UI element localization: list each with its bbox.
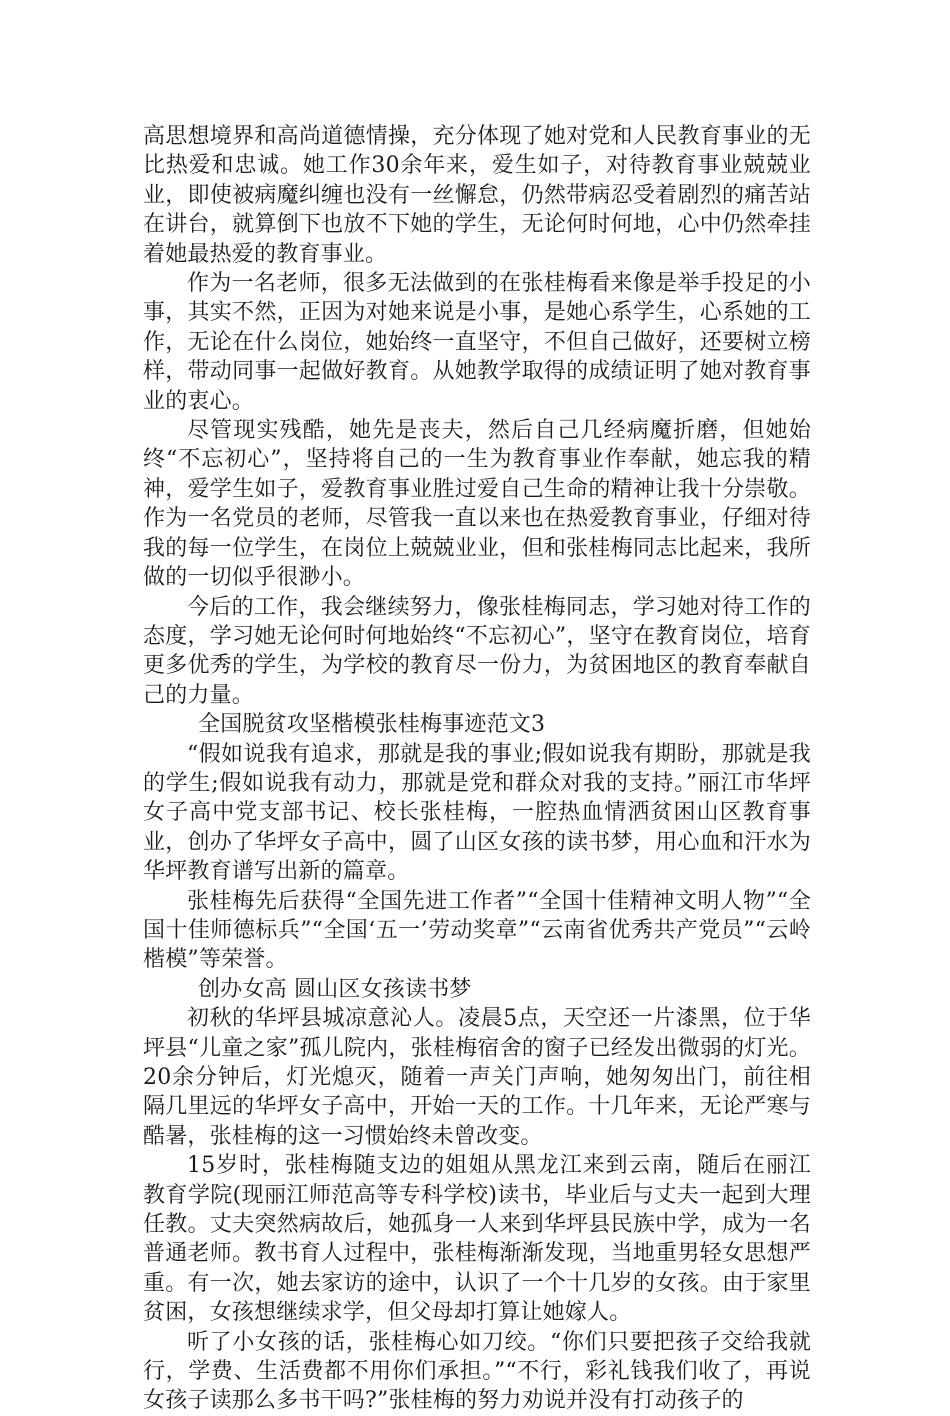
paragraph-3: 尽管现实残酷，她先是丧夫，然后自己几经病魔折磨，但她始终“不忘初心”，坚持将自己的一生为教育事业作奉献，她忘我的精神，爱学生如子，爱教育事业胜过爱自己生命的精神让我十分崇敬。作为一名党员的老师，尽管我一直以来也在热爱教育事业，仔细对待我的每一位学生，在岗位上兢兢业业，但和张桂梅同志比起来，我所做的一切似乎很渺小。 <box>143 418 811 591</box>
paragraph-1: 高思想境界和高尚道德情操，充分体现了她对党和人民教育事业的无比热爱和忠诚。她工作30余年来，爱生如子，对待教育事业兢兢业业，即使被病魔纠缠也没有一丝懈怠，仍然带病忍受着剧烈的痛苦站在讲台，就算倒下也放不下她的学生，无论何时何地，心中仍然牵挂着她最热爱的教育事业。 <box>143 124 811 267</box>
subheading-girls-school: 创办女高 圆山区女孩读书梦 <box>198 976 472 1002</box>
paragraph-9: 听了小女孩的话，张桂梅心如刀绞。“你们只要把孩子交给我就行，学费、生活费都不用你们承担。”“不行，彩礼钱我们收了，再说女孩子读那么多书干吗?”张桂梅的努力劝说并没有打动孩子的 <box>143 1329 811 1414</box>
section-title-sample-3: 全国脱贫攻坚楷模张桂梅事迹范文3 <box>198 712 546 738</box>
document-body <box>143 122 811 1416</box>
paragraph-8: 15岁时，张桂梅随支边的姐姐从黑龙江来到云南，随后在丽江教育学院(现丽江师范高等专科学校)读书，毕业后与丈夫一起到大理任教。丈夫突然病故后，她孤身一人来到华坪县民族中学，成为一名普通老师。教书育人过程中，张桂梅渐渐发现，当地重男轻女思想严重。有一次，她去家访的途中，认识了一个十几岁的女孩。由于家里贫困，女孩想继续求学，但父母却打算让她嫁人。 <box>143 1153 811 1326</box>
paragraph-7: 初秋的华坪县城凉意沁人。凌晨5点，天空还一片漆黑，位于华坪县“儿童之家”孤儿院内，张桂梅宿舍的窗子已经发出微弱的灯光。20余分钟后，灯光熄灭，随着一声关门声响，她匆匆出门，前往相隔几里远的华坪女子高中，开始一天的工作。十几年来，无论严寒与酷暑，张桂梅的这一习惯始终未曾改变。 <box>143 1006 811 1149</box>
paragraph-5: “假如说我有追求，那就是我的事业;假如说我有期盼，那就是我的学生;假如说我有动力，那就是党和群众对我的支持。”丽江市华坪女子高中党支部书记、校长张桂梅，一腔热血情洒贫困山区教育事业，创办了华坪女子高中，圆了山区女孩的读书梦，用心血和汗水为华坪教育谱写出新的篇章。 <box>143 741 811 885</box>
paragraph-6: 张桂梅先后获得“全国先进工作者”“全国十佳精神文明人物”“全国十佳师德标兵”“全国‘五一’劳动奖章”“云南省优秀共产党员”“云岭楷模”等荣誉。 <box>143 888 811 973</box>
paragraph-4: 今后的工作，我会继续努力，像张桂梅同志，学习她对待工作的态度，学习她无论何时何地始终“不忘初心”，坚守在教育岗位，培育更多优秀的学生，为学校的教育尽一份力，为贫困地区的教育奉献自己的力量。 <box>143 594 811 708</box>
paragraph-2: 作为一名老师，很多无法做到的在张桂梅看来像是举手投足的小事，其实不然，正因为对她来说是小事，是她心系学生，心系她的工作，无论在什么岗位，她始终一直坚守，不但自己做好，还要树立榜样，带动同事一起做好教育。从她教学取得的成绩证明了她对教育事业的衷心。 <box>143 271 811 414</box>
